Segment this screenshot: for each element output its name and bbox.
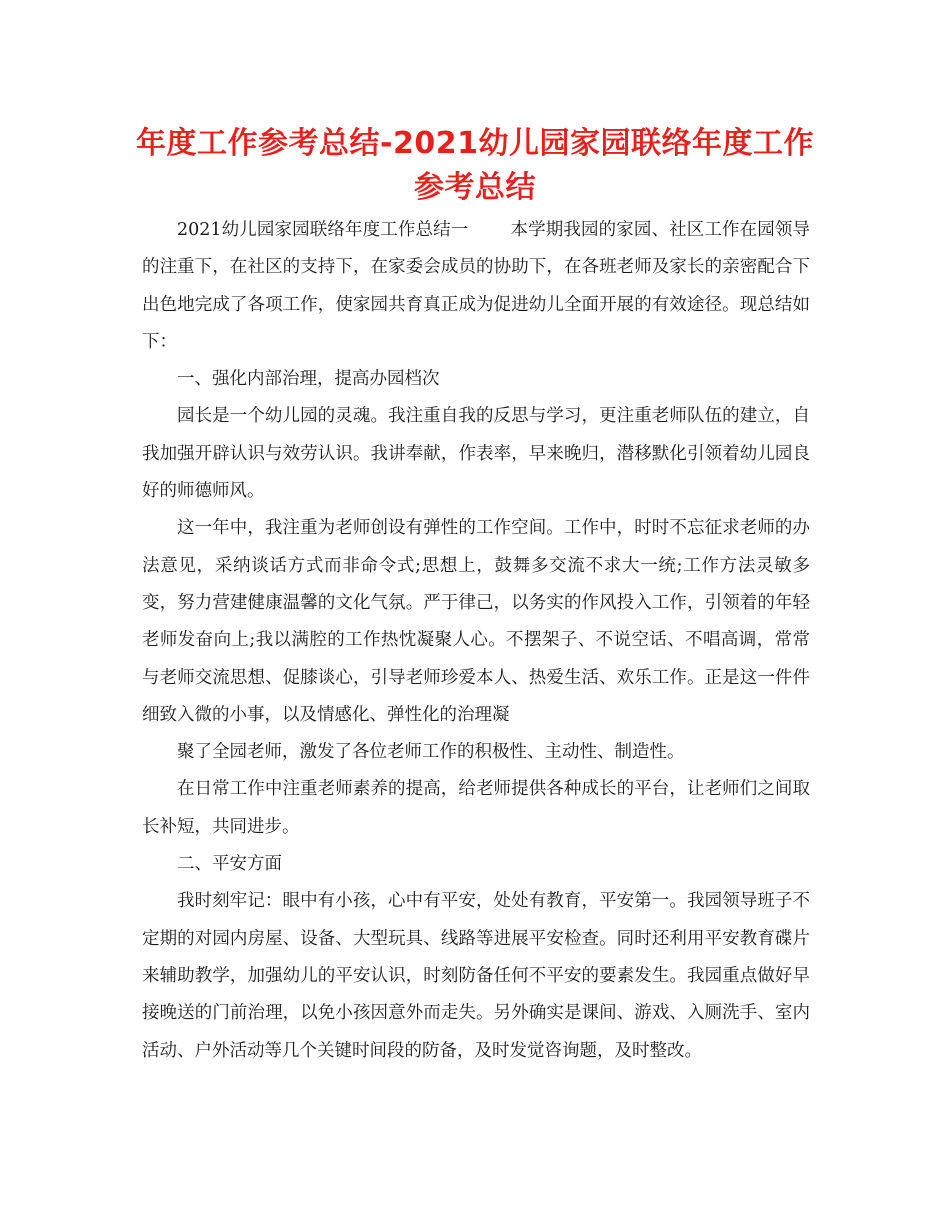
document-title: 年度工作参考总结-2021幼儿园家园联络年度工作参考总结	[136, 126, 814, 205]
section-heading-1: 一、强化内部治理，提高办园档次	[177, 369, 440, 390]
intro-text: 本学期我园的家园、社区工作在园领导的注重下，在社区的支持下，在家委会成员的协助下，在各班老师及家长的亲密配合下出色地完成了各项工作，使家园共育真正成为促进幼儿全面开展的有效途径。现总结如下：	[142, 220, 810, 352]
paragraph-safety: 我时刻牢记：眼中有小孩，心中有平安，处处有教育，平安第一。我园领导班子不定期的对园内房屋、设备、大型玩具、线路等进展平安检查。同时还利用平安教育碟片来辅助教学，加强幼儿的平安认识，时刻防备任何不平安的要素发生。我园重点做好早接晚送的门前治理，以免小孩因意外而走失。另外确实是课间、游戏、入厕洗手、室内活动、户外活动等几个关键时间段的防备，及时发觉咨询题，及时整改。	[142, 891, 810, 1061]
paragraph-teacher-growth: 在日常工作中注重老师素养的提高，给老师提供各种成长的平台，让老师们之间取长补短，共同进步。	[142, 779, 810, 837]
intro-heading: 2021幼儿园家园联络年度工作总结一	[177, 220, 469, 240]
intro-paragraph	[142, 212, 810, 361]
section-heading-2: 二、平安方面	[177, 854, 282, 875]
paragraph-continuation: 聚了全园老师，激发了各位老师工作的积极性、主动性、制造性。	[177, 742, 685, 763]
document-body	[142, 212, 810, 1070]
paragraph-year-work: 这一年中，我注重为老师创设有弹性的工作空间。工作中，时时不忘征求老师的办法意见，采纳谈话方式而非命令式;思想上，鼓舞多交流不求大一统;工作方法灵敏多变，努力营建健康温馨的文化气氛。严于律己，以务实的作风投入工作，引领着的年轻老师发奋向上;我以满腔的工作热忱凝聚人心。不摆架子、不说空话、不唱高调，常常与老师交流思想、促膝谈心，引导老师珍爱本人、热爱生活、欢乐工作。正是这一件件细致入微的小事，以及情感化、弹性化的治理凝	[142, 518, 810, 725]
paragraph-principal: 园长是一个幼儿园的灵魂。我注重自我的反思与学习，更注重老师队伍的建立，自我加强开辟认识与效劳认识。我讲奉献，作表率，早来晚归，潜移默化引领着幼儿园良好的师德师风。	[142, 406, 810, 502]
